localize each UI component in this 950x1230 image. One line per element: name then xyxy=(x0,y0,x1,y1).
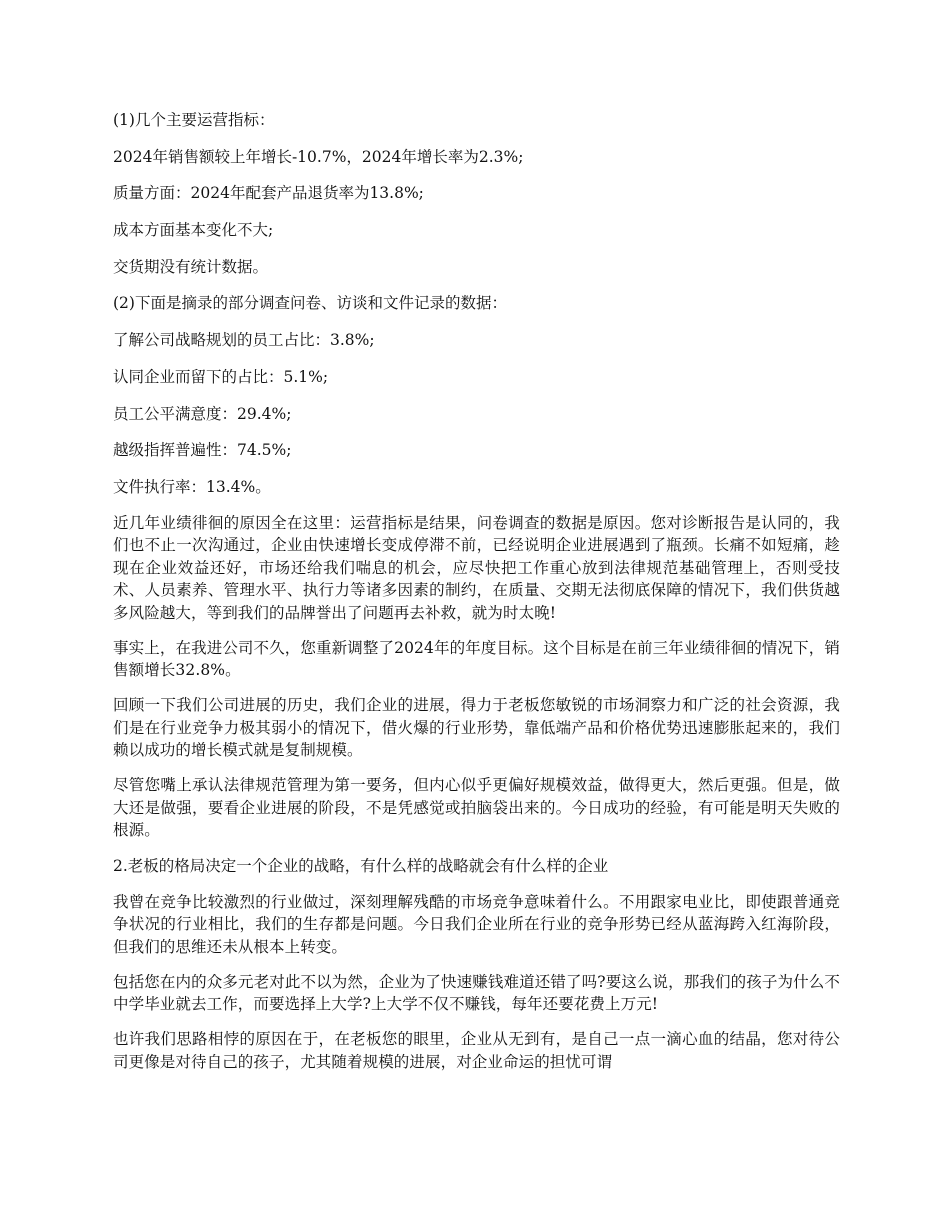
paragraph: 近几年业绩徘徊的原因全在这里：运营指标是结果，问卷调查的数据是原因。您对诊断报告是认同的，我们也不止一次沟通过，企业由快速增长变成停滞不前，已经说明企业进展遇到了瓶颈。长痛不如短痛，趁现在企业效益还好，市场还给我们喘息的机会，应尽快把工作重心放到法律规范基础管理上，否则受技术、人员素养、管理水平、执行力等诸多因素的制约，在质量、交期无法彻底保障的情况下，我们供货越多风险越大，等到我们的品牌誉出了问题再去补救，就为时太晚! xyxy=(113,513,840,622)
text-line: (1)几个主要运营指标： xyxy=(113,111,275,129)
text-line: (2)下面是摘录的部分调查问卷、访谈和文件记录的数据： xyxy=(113,294,507,313)
text-line: 质量方面：2024年配套产品退货率为13.8%; xyxy=(113,184,424,203)
text-line: 员工公平满意度：29.4%; xyxy=(113,404,292,423)
paragraph: 尽管您嘴上承认法律规范管理为第一要务，但内心似乎更偏好规模效益，做得更大，然后更强。但是，做大还是做强，要看企业进展的阶段，不是凭感觉或拍脑袋出来的。今日成功的经验，有可能是明天失败的根源。 xyxy=(113,776,840,840)
text-line: 交货期没有统计数据。 xyxy=(113,257,269,276)
text-line: 2024年销售额较上年增长-10.7%，2024年增长率为2.3%; xyxy=(113,147,524,166)
text-line: 成本方面基本变化不大; xyxy=(113,221,274,240)
text-line: 认同企业而留下的占比：5.1%; xyxy=(113,367,329,386)
document-page xyxy=(113,108,840,1085)
paragraph: 我曾在竞争比较激烈的行业做过，深刻理解残酷的市场竞争意味着什么。不用跟家电业比，即使跟普通竞争状况的行业相比，我们的生存都是问题。今日我们企业所在行业的竞争形势已经从蓝海跨入红海阶段，但我们的思维还未从根本上转变。 xyxy=(113,892,840,956)
text-line: 越级指挥普遍性：74.5%; xyxy=(113,441,292,460)
text-line: 文件执行率：13.4%。 xyxy=(113,477,271,496)
text-line: 了解公司战略规划的员工占比：3.8%; xyxy=(113,331,375,350)
paragraph: 回顾一下我们公司进展的历史，我们企业的进展，得力于老板您敏锐的市场洞察力和广泛的社会资源，我们是在行业竞争力极其弱小的情况下，借火爆的行业形势，靠低端产品和价格优势迅速膨胀起来的，我们赖以成功的增长模式就是复制规模。 xyxy=(113,696,840,760)
paragraph: 事实上，在我进公司不久，您重新调整了2024年的年度目标。这个目标是在前三年业绩徘徊的情况下，销售额增长32.8%。 xyxy=(113,638,840,680)
paragraph: 也许我们思路相悖的原因在于，在老板您的眼里，企业从无到有，是自己一点一滴心血的结晶，您对待公司更像是对待自己的孩子，尤其随着规模的进展，对企业命运的担忧可谓 xyxy=(113,1030,840,1071)
paragraph: 包括您在内的众多元老对此不以为然，企业为了快速赚钱难道还错了吗?要这么说，那我们的孩子为什么不中学毕业就去工作，而要选择上大学?上大学不仅不赚钱，每年还要花费上万元! xyxy=(113,972,840,1014)
section-heading: 2.老板的格局决定一个企业的战略，有什么样的战略就会有什么样的企业 xyxy=(113,857,609,876)
